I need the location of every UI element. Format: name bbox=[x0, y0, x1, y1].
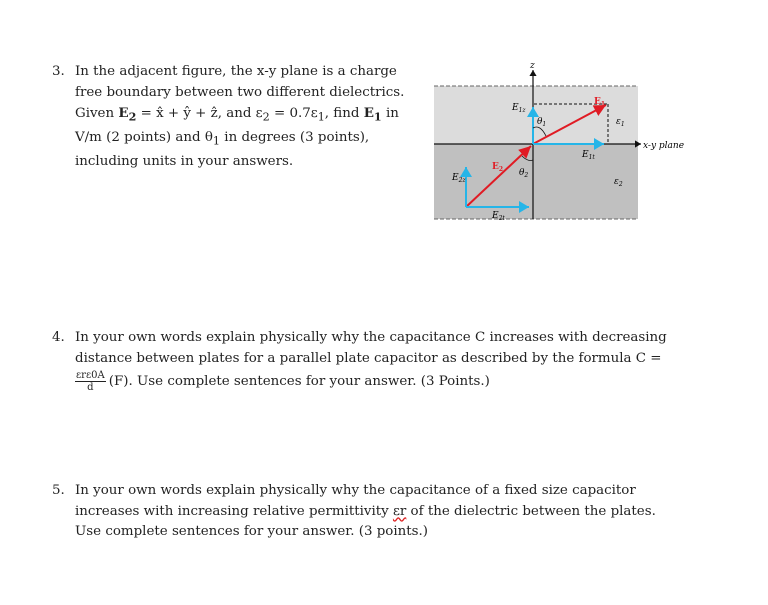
question-4-number: 4. bbox=[52, 330, 65, 345]
q4-line-2: distance between plates for a parallel plate capacitor as described by the formula C = bbox=[75, 350, 662, 366]
z-axis-label: z bbox=[530, 61, 535, 71]
q3-line-3: Given $E_2$ = x̂ + ŷ + ẑ, and $\varepsilon_2 = 0.7\varepsilon_1$, find $E_1$ in bbox=[75, 105, 399, 124]
e1z-label: $E_{1z}$ bbox=[512, 103, 526, 114]
q5-line-1: In your own words explain physically why the capacitance of a fixed size capacitor bbox=[75, 483, 636, 498]
q3-line-5: including units in your answers. bbox=[75, 154, 294, 170]
capacitance-fraction: $\frac{\text{εrε0A}}{d}$ bbox=[76, 370, 105, 393]
e1-label: $E_1$ bbox=[594, 97, 606, 108]
eps2-label: $\varepsilon_2$ bbox=[614, 177, 623, 188]
question-5-number: 5. bbox=[52, 483, 65, 498]
q5-line-2: increases with increasing relative permittivity εr of the dielectric between the plates. bbox=[75, 503, 656, 519]
e2t-label: $E_{2t}$ bbox=[492, 211, 505, 222]
q4-line-3: $\frac{\text{εrε0A}}{d}$ (F). Use complete sentences for your answer. (3 Points.) bbox=[76, 370, 490, 393]
question-4-text bbox=[75, 328, 667, 393]
relative-permittivity-symbol: εr bbox=[392, 503, 407, 519]
upper-dielectric-region bbox=[434, 86, 638, 144]
e2-label: $E_2$ bbox=[492, 162, 504, 173]
q3-line-1: In the adjacent figure, the x-y plane is a charge bbox=[75, 64, 397, 79]
q3-line-4: V/m (2 points) and $\theta_1$ in degrees (3 points), bbox=[75, 130, 370, 148]
eps1-label: $\varepsilon_1$ bbox=[616, 117, 625, 128]
question-5-text bbox=[75, 481, 656, 543]
q5-line-3: Use complete sentences for your answer. (3 points.) bbox=[75, 524, 429, 539]
question-3-text bbox=[75, 62, 404, 173]
theta1-label: $\theta_1$ bbox=[537, 117, 547, 128]
theta2-label: $\theta_2$ bbox=[519, 168, 529, 179]
e2z-label: $E_{2z}$ bbox=[452, 173, 466, 184]
e1t-label: $E_{1t}$ bbox=[582, 150, 595, 161]
q3-line-2: free boundary between two different dielectrics. bbox=[75, 84, 405, 100]
question-3-number: 3. bbox=[52, 64, 65, 79]
q4-line-1: In your own words explain physically why the capacitance C increases with decreasing bbox=[75, 330, 667, 345]
xy-plane-label: x-y plane bbox=[643, 141, 685, 151]
dielectric-boundary-figure bbox=[430, 58, 685, 233]
